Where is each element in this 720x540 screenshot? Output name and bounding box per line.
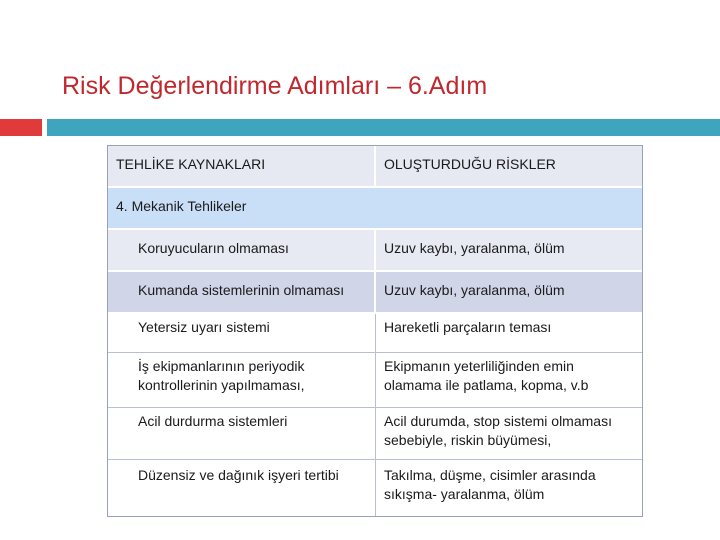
section-row bbox=[108, 188, 642, 230]
table-header-row bbox=[108, 146, 642, 188]
risk-cell: Ekipmanın yeterliliğinden emin olamama ile patlama, kopma, v.b bbox=[384, 358, 589, 393]
risk-cell: Acil durumda, stop sistemi olmaması sebebiyle, riskin büyümesi, bbox=[384, 413, 612, 448]
hazard-cell: Yetersiz uyarı sistemi bbox=[108, 314, 376, 352]
risk-cell: Takılma, düşme, cisimler arasında sıkışma- yaralanma, ölüm bbox=[384, 467, 596, 502]
slide-title: Risk Değerlendirme Adımları – 6.Adım bbox=[62, 72, 488, 100]
accent-bar-blue bbox=[47, 119, 720, 136]
risk-cell: Hareketli parçaların teması bbox=[384, 319, 552, 335]
table-row bbox=[108, 272, 642, 314]
section-mechanical-hazards: 4. Mekanik Tehlikeler bbox=[116, 198, 247, 214]
hazard-cell: Acil durdurma sistemleri bbox=[108, 408, 376, 459]
table-row bbox=[108, 314, 642, 353]
table-row bbox=[108, 460, 642, 516]
header-hazard-sources: TEHLİKE KAYNAKLARI bbox=[108, 146, 376, 186]
header-resulting-risks: OLUŞTURDUĞU RİSKLER bbox=[384, 156, 556, 172]
table-row bbox=[108, 353, 642, 408]
hazard-cell: İş ekipmanlarının periyodik kontrollerinin yapılmaması, bbox=[108, 353, 376, 407]
risk-cell: Uzuv kaybı, yaralanma, ölüm bbox=[384, 240, 565, 256]
hazard-cell: Koruyucuların olmaması bbox=[108, 230, 376, 270]
risk-table bbox=[107, 145, 643, 517]
table-row bbox=[108, 408, 642, 460]
hazard-cell: Düzensiz ve dağınık işyeri tertibi bbox=[108, 460, 376, 516]
hazard-cell: Kumanda sistemlerinin olmaması bbox=[108, 272, 376, 312]
accent-bar-red bbox=[0, 119, 42, 136]
table-row bbox=[108, 230, 642, 272]
risk-cell: Uzuv kaybı, yaralanma, ölüm bbox=[384, 282, 565, 298]
